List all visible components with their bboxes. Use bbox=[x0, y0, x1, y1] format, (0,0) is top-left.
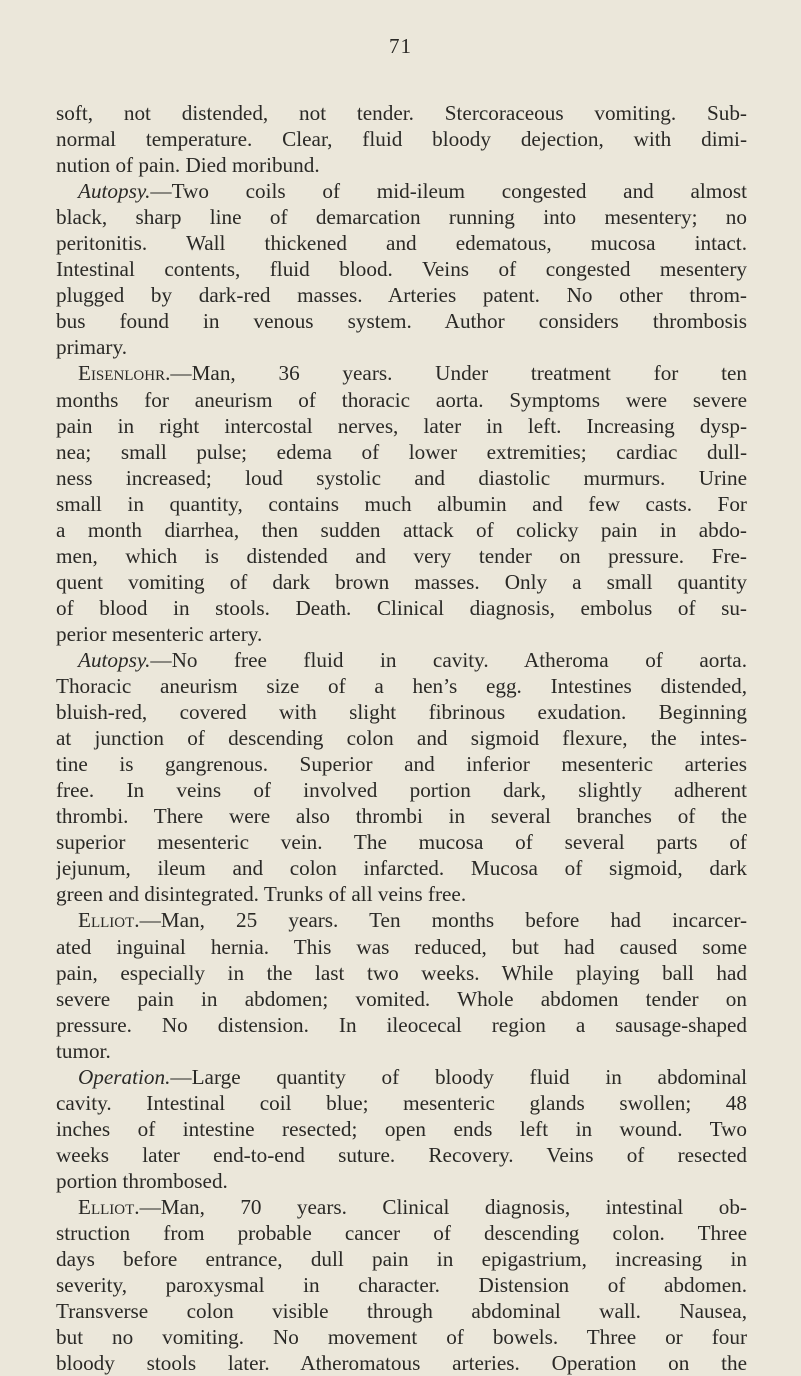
text-line bbox=[56, 517, 747, 543]
line-text: portion thrombosed. bbox=[56, 1168, 228, 1193]
line-text: ness increased; loud systolic and diastolic murmurs. Urine bbox=[56, 465, 747, 490]
line-text: jejunum, ileum and colon infarcted. Mucosa of sigmoid, dark bbox=[56, 856, 747, 881]
line-text: small in quantity, contains much albumin and few casts. For bbox=[56, 491, 747, 516]
page-number: 71 bbox=[389, 34, 412, 58]
text-line bbox=[56, 308, 747, 334]
line-text: Transverse colon visible through abdominal wall. Nausea, bbox=[56, 1299, 747, 1324]
text-line bbox=[56, 907, 747, 933]
text-line bbox=[56, 126, 747, 152]
line-text: nution of pain. Died moribund. bbox=[56, 153, 320, 178]
line-text: a month diarrhea, then sudden attack of colicky pain in abdo- bbox=[56, 517, 747, 542]
line-text: weeks later end-to-end suture. Recovery. Veins of resected bbox=[56, 1142, 747, 1167]
line-text: at junction of descending colon and sigmoid flexure, the intes- bbox=[56, 726, 747, 751]
text-line bbox=[56, 960, 747, 986]
body-text bbox=[56, 100, 747, 1376]
text-line bbox=[56, 230, 747, 256]
text-line bbox=[56, 986, 747, 1012]
paragraph-lead: Autopsy. bbox=[78, 647, 151, 672]
text-line bbox=[56, 100, 747, 126]
text-line bbox=[56, 178, 747, 204]
text-line bbox=[56, 595, 747, 621]
text-line bbox=[56, 1272, 747, 1298]
line-text: soft, not distended, not tender. Stercoraceous vomiting. Sub- bbox=[56, 101, 747, 125]
line-text: struction from probable cancer of descending colon. Three bbox=[56, 1221, 747, 1246]
text-line bbox=[56, 1168, 747, 1194]
text-line bbox=[56, 152, 747, 178]
line-text: but no vomiting. No movement of bowels. Three or four bbox=[56, 1325, 747, 1350]
text-line bbox=[56, 1220, 747, 1246]
text-line bbox=[56, 621, 747, 647]
line-text: —Man, 36 years. Under treatment for ten bbox=[170, 361, 747, 386]
text-line bbox=[56, 673, 747, 699]
line-text: green and disintegrated. Trunks of all veins free. bbox=[56, 882, 467, 907]
text-line bbox=[56, 334, 747, 360]
line-text: —Large quantity of bloody fluid in abdominal bbox=[170, 1064, 747, 1089]
paragraph-lead: Autopsy. bbox=[78, 179, 151, 204]
text-line bbox=[56, 465, 747, 491]
text-line bbox=[56, 1194, 747, 1220]
line-text: bloody stools later. Atheromatous arteries. Operation on the bbox=[56, 1351, 747, 1376]
text-line bbox=[56, 282, 747, 308]
line-text: severe pain in abdomen; vomited. Whole abdomen tender on bbox=[56, 986, 747, 1011]
text-line bbox=[56, 803, 747, 829]
line-text: nea; small pulse; edema of lower extremities; cardiac dull- bbox=[56, 439, 747, 464]
line-text: —Man, 25 years. Ten months before had incarcer- bbox=[139, 908, 747, 933]
line-text: pressure. No distension. In ileocecal region a sausage-shaped bbox=[56, 1012, 747, 1037]
line-text: peritonitis. Wall thickened and edematous, mucosa intact. bbox=[56, 231, 747, 256]
text-line bbox=[56, 647, 747, 673]
text-line bbox=[56, 491, 747, 517]
line-text: —Two coils of mid-ileum congested and almost bbox=[150, 179, 747, 204]
line-text: bluish-red, covered with slight fibrinous exudation. Beginning bbox=[56, 700, 747, 725]
text-line bbox=[56, 1116, 747, 1142]
text-line bbox=[56, 829, 747, 855]
text-line bbox=[56, 569, 747, 595]
text-line bbox=[56, 725, 747, 751]
text-line bbox=[56, 777, 747, 803]
line-text: cavity. Intestinal coil blue; mesenteric glands swollen; 48 bbox=[56, 1090, 747, 1115]
text-line bbox=[56, 1064, 747, 1090]
text-line bbox=[56, 855, 747, 881]
paragraph-lead: Operation. bbox=[78, 1064, 171, 1089]
text-line bbox=[56, 256, 747, 282]
line-text: severity, paroxysmal in character. Distension of abdomen. bbox=[56, 1273, 747, 1298]
line-text: pain in right intercostal nerves, later in left. Increasing dysp- bbox=[56, 413, 747, 438]
text-line bbox=[56, 387, 747, 413]
line-text: free. In veins of involved portion dark, slightly adherent bbox=[56, 778, 747, 803]
text-line bbox=[56, 1012, 747, 1038]
text-line bbox=[56, 1038, 747, 1064]
line-text: inches of intestine resected; open ends left in wound. Two bbox=[56, 1116, 747, 1141]
text-line bbox=[56, 881, 747, 907]
line-text: plugged by dark-red masses. Arteries patent. No other throm- bbox=[56, 283, 747, 308]
text-line bbox=[56, 439, 747, 465]
line-text: days before entrance, dull pain in epigastrium, increasing in bbox=[56, 1247, 747, 1272]
text-line bbox=[56, 1246, 747, 1272]
line-text: quent vomiting of dark brown masses. Only a small quantity bbox=[56, 569, 747, 594]
text-line bbox=[56, 1350, 747, 1376]
line-text: —No free fluid in cavity. Atheroma of aorta. bbox=[150, 647, 747, 672]
line-text: —Man, 70 years. Clinical diagnosis, intestinal ob- bbox=[139, 1194, 747, 1219]
line-text: Thoracic aneurism size of a hen’s egg. Intestines distended, bbox=[56, 674, 747, 699]
line-text: bus found in venous system. Author considers thrombosis bbox=[56, 309, 747, 334]
line-text: tumor. bbox=[56, 1038, 111, 1063]
line-text: thrombi. There were also thrombi in several branches of the bbox=[56, 804, 747, 829]
text-line bbox=[56, 1324, 747, 1350]
line-text: superior mesenteric vein. The mucosa of several parts of bbox=[56, 830, 747, 855]
paragraph-lead: Elliot. bbox=[78, 908, 140, 933]
paragraph-lead: Elliot. bbox=[78, 1194, 140, 1219]
text-line bbox=[56, 699, 747, 725]
line-text: normal temperature. Clear, fluid bloody dejection, with dimi- bbox=[56, 127, 747, 152]
line-text: perior mesenteric artery. bbox=[56, 621, 263, 646]
line-text: black, sharp line of demarcation running into mesentery; no bbox=[56, 205, 747, 230]
text-line bbox=[56, 1298, 747, 1324]
line-text: ated inguinal hernia. This was reduced, but had caused some bbox=[56, 934, 747, 959]
line-text: of blood in stools. Death. Clinical diagnosis, embolus of su- bbox=[56, 595, 747, 620]
line-text: pain, especially in the last two weeks. While playing ball had bbox=[56, 960, 747, 985]
text-line bbox=[56, 1090, 747, 1116]
text-line bbox=[56, 934, 747, 960]
line-text: tine is gangrenous. Superior and inferior mesenteric arteries bbox=[56, 752, 747, 777]
text-line bbox=[56, 413, 747, 439]
text-line bbox=[56, 1142, 747, 1168]
text-line bbox=[56, 751, 747, 777]
line-text: primary. bbox=[56, 335, 127, 360]
text-line bbox=[56, 543, 747, 569]
paragraph-lead: Eisenlohr. bbox=[78, 361, 171, 386]
text-line bbox=[56, 204, 747, 230]
text-line bbox=[56, 360, 747, 386]
line-text: Intestinal contents, fluid blood. Veins of congested mesentery bbox=[56, 257, 747, 282]
line-text: men, which is distended and very tender on pressure. Fre- bbox=[56, 543, 747, 568]
line-text: months for aneurism of thoracic aorta. Symptoms were severe bbox=[56, 387, 747, 412]
